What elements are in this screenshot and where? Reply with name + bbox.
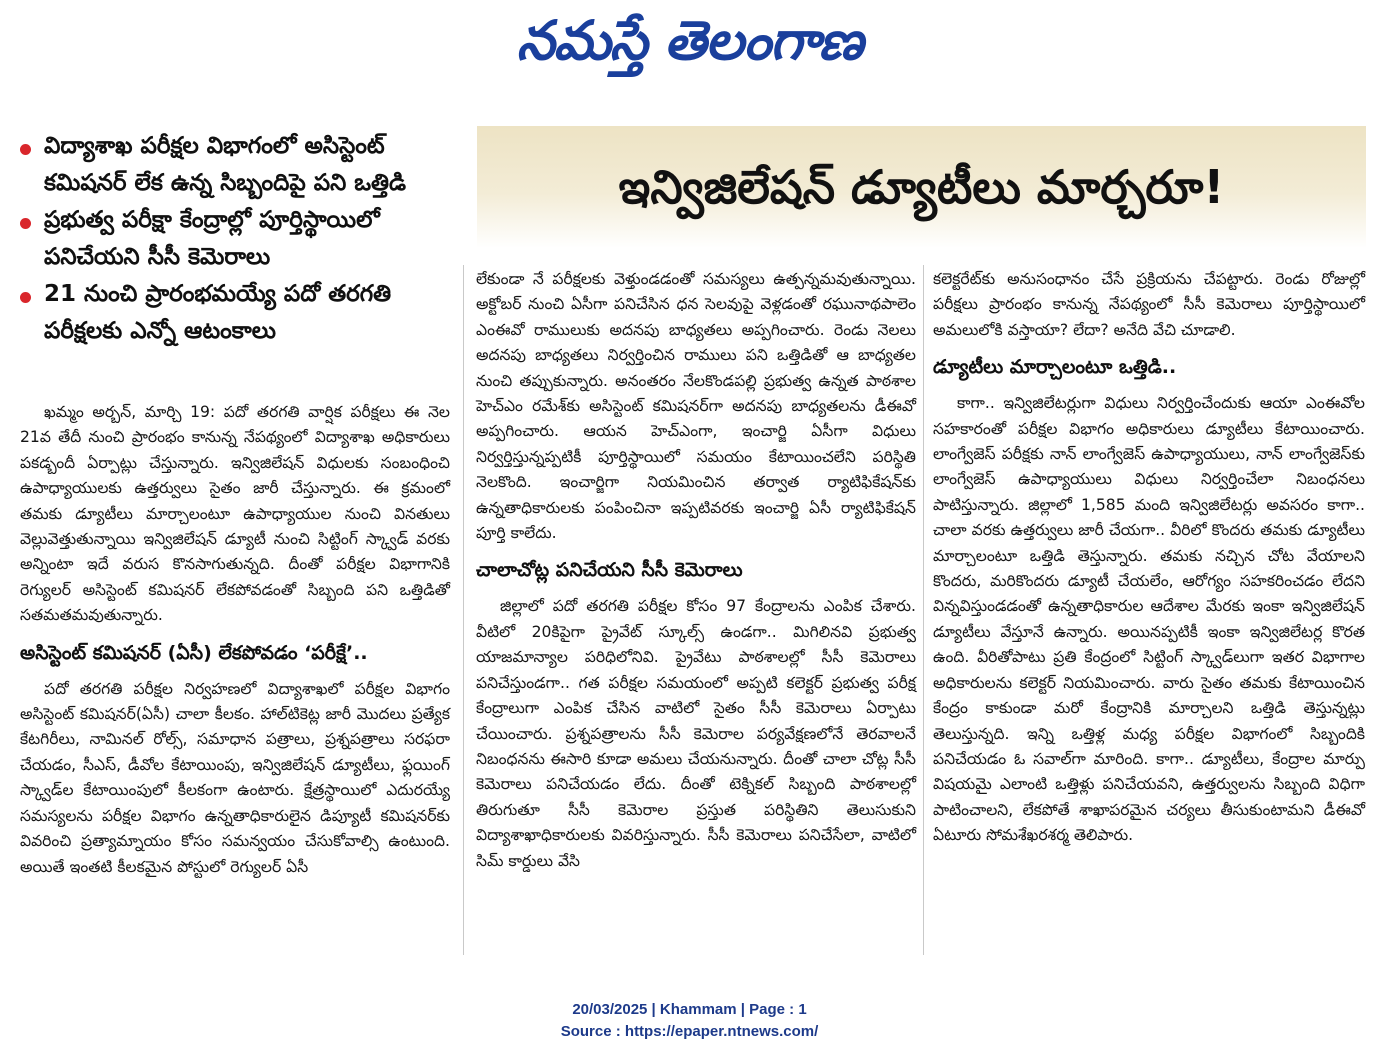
bullet-icon bbox=[20, 218, 31, 229]
bullet-icon bbox=[20, 292, 31, 303]
article-paragraph: పదో తరగతి పరీక్షల నిర్వహణలో విద్యాశాఖలో పరీక్షల విభాగం అసిస్టెంట్ కమిషనర్(ఏసీ) చాలా కీలకం. హాల్‌టికెట్ల జారీ మొదలు ప్రత్యేక కేటగిరీలు, నామినల్ రోల్స్, సమాధాన పత్రాలు, ప్రశ్నపత్రాలు సరఫరా చేయడం, సీఎస్, డీవోల కేటాయింపు, ఇన్విజిలేషన్ డ్యూటీలు, ఫ్లయింగ్ స్క్వాడ్‌ల కేటాయింపులో కీలకంగా ఉంటారు. క్షేత్రస్థాయిలో ఎదురయ్యే సమస్యలను పరీక్షల విభాగం ఉన్నతాధికారులైన డిప్యూటీ కమిషనర్‌కు వివరించి ప్రత్యామ్నాయం కోసం సమన్వయం చేసుకోవాల్సి ఉంటుంది. అయితే ఇంతటి కీలకమైన పోస్టులో రెగ్యులర్ ఏసీ bbox=[20, 679, 450, 876]
highlight-item bbox=[18, 276, 458, 350]
newspaper-masthead: నమస్తే తెలంగాణ bbox=[516, 9, 863, 72]
subheading-cc-cameras: చాలాచోట్ల పనిచేయని సీసీ కెమెరాలు bbox=[476, 559, 743, 582]
article-paragraph: లేకుండా నే పరీక్షలకు వెళ్తుండడంతో సమస్యలు ఉత్పన్నమవుతున్నాయి. అక్టోబర్ నుంచి ఏసీగా పనిచేసిన ధన సెలవుపై వెళ్లడంతో రఘునాథపాలెం ఎంఈవో రాములుకు అదనపు బాధ్యతలు అప్పగించారు. రెండు నెలలు అదనపు బాధ్యతలు నిర్వర్తించిన రాములు పని ఒత్తిడితో ఆ బాధ్యతల నుంచి తప్పుకున్నారు. అనంతరం నేలకొండపల్లి ప్రభుత్వ ఉన్నత పాఠశాల హెచ్‌ఎం రమేశ్‌కు అసిస్టెంట్ కమిషనర్‌గా అదనపు బాధ్యతలను డీఈవో అప్పగించారు. ఆయన హెచ్‌ఎంగా, ఇంచార్జి ఏసీగా విధులు నిర్వర్తిస్తున్నప్పటికీ పూర్తిస్థాయిలో సమయం కేటాయించలేని పరిస్థితి నెలకొంది. ఇంచార్జిగా నియమించిన తర్వాత ర్యాటిఫికేషన్‌కు ఉన్నతాధికారులకు పంపించినా ఇప్పటివరకు ఇంచార్జి ఏసీ ర్యాటిఫికేషన్ పూర్తి కాలేదు. bbox=[476, 270, 916, 543]
article-paragraph: కలెక్టరేట్‌కు అనుసంధానం చేసే ప్రక్రియను చేపట్టారు. రెండు రోజుల్లో పరీక్షలు ప్రారంభం కానున్న నేపథ్యంలో సీసీ కెమెరాలు పూర్తిస్థాయిలో అమలులోకి వస్తాయా? లేదా? అనేది వేచి చూడాలి. bbox=[933, 270, 1365, 339]
highlight-item bbox=[18, 128, 458, 202]
highlight-text: 21 నుంచి ప్రారంభమయ్యే పదో తరగతి పరీక్షలకు ఎన్నో ఆటంకాలు bbox=[44, 281, 392, 344]
article-paragraph: ఖమ్మం అర్బన్, మార్చి 19: పదో తరగతి వార్షిక పరీక్షలు ఈ నెల 21వ తేదీ నుంచి ప్రారంభం కానున్న నేపథ్యంలో విద్యాశాఖ అధికారులు పకడ్బందీ ఏర్పాట్లు చేస్తున్నారు. ఇన్విజిలేషన్ విధులకు సంబంధించి ఉపాధ్యాయులకు ఉత్తర్వులు సైతం జారీ చేస్తున్నారు. ఈ క్రమంలో తమకు డ్యూటీలు మార్చాలంటూ ఉపాధ్యాయుల నుంచి వినతులు వెల్లువెత్తుతున్నాయి ఇన్విజిలేషన్ డ్యూటీ నుంచి సిట్టింగ్ స్క్వాడ్ వరకు అన్నింటా ఇదే వరుస కొనసాగుతున్నది. దీంతో పరీక్షల విభాగానికి రెగ్యులర్ అసిస్టెంట్ కమిషనర్ లేకపోవడంతో సిబ్బంది పని ఒత్తిడితో సతమతమవుతున్నారు. bbox=[20, 403, 450, 625]
footer-date-edition: 20/03/2025 | Khammam | Page : 1 bbox=[572, 1001, 807, 1018]
highlights-list bbox=[18, 128, 458, 350]
subheading-assistant-commissioner: అసిస్టెంట్ కమిషనర్ (ఏసీ) లేకపోవడం ‘పరీక్షే’.. bbox=[20, 641, 368, 664]
bullet-icon bbox=[20, 144, 31, 155]
article-paragraph: జిల్లాలో పదో తరగతి పరీక్షల కోసం 97 కేంద్రాలను ఎంపిక చేశారు. వీటిలో 20కిపైగా ప్రైవేట్ స్కూల్స్ ఉండగా.. మిగిలినవి ప్రభుత్వ యాజమాన్యాల పరిధిలోనివి. ప్రైవేటు పాఠశాలల్లో సీసీ కెమెరాలు పనిచేస్తుండగా.. గత పరీక్షల సమయంలో అప్పటి కలెక్టర్ ప్రభుత్వ పరీక్ష కేంద్రాలుగా ఎంపిక చేసిన వాటిలో సైతం సీసీ కెమెరాలు ఏర్పాటు చేయించారు. ప్రశ్నపత్రాలను సీసీ కెమెరాల పర్యవేక్షణలోనే తెరవాలనే నిబంధనను ఈసారి కూడా అమలు చేయనున్నారు. దీంతో చాలా చోట్ల సీసీ కెమెరాలు పనిచేయడం లేదు. దీంతో టెక్నికల్ సిబ్బంది పాఠశాలల్లో తిరుగుతూ సీసీ కెమెరాల ప్రస్తుత పరిస్థితిని తెలుసుకుని విద్యాశాఖాధికారులకు వివరిస్తున్నారు. సీసీ కెమెరాలు పనిచేసేలా, వాటిలో సిమ్ కార్డులు వేసి bbox=[476, 597, 916, 870]
article-column-1 bbox=[20, 400, 450, 880]
column-divider bbox=[463, 265, 464, 955]
article-headline: ఇన్విజిలేషన్ డ్యూటీలు మార్చరూ! bbox=[618, 160, 1225, 214]
article-paragraph: కాగా.. ఇన్విజిలేటర్లుగా విధులు నిర్వర్తించేందుకు ఆయా ఎంఈవోల సహకారంతో పరీక్షల విభాగం అధికారులు డ్యూటీలు కేటాయించారు. లాంగ్వేజెస్ పరీక్షకు నాన్ లాంగ్వేజెస్ ఉపాధ్యాయులు, నాన్ లాంగ్వేజెస్‌కు లాంగ్వేజెస్ ఉపాధ్యాయులు విధులు నిర్వర్తించేలా నిబంధనలు పాటిస్తున్నారు. జిల్లాలో 1,585 మంది ఇన్విజిలేటర్లు అవసరం కాగా.. చాలా వరకు ఉత్తర్వులు జారీ చేయగా.. వీరిలో కొందరు తమకు డ్యూటీలు మార్చాలంటూ ఒత్తిడి తెస్తున్నారు. తమకు నచ్చిన చోట వేయాలని కొందరు, మరికొందరు డ్యూటీ చేయలేం, ఆరోగ్యం సహకరించడం లేదని విన్నవిస్తుండడంతో ఉన్నతాధికారుల ఆదేశాల మేరకు ఇంకా ఇన్విజిలేషన్ డ్యూటీలు వేస్తూనే ఉన్నారు. అయినప్పటికీ ఇంకా ఇన్విజిలేటర్ల కొరత ఉంది. వీరితోపాటు ప్రతి కేంద్రంలో సిట్టింగ్ స్క్వాడ్‌లుగా ఇతర విభాగాల అధికారులను కలెక్టర్ నియమించారు. వారు సైతం తమకు కేటాయించిన కేంద్రం కాకుండా మరో కేంద్రానికి మార్చాలని ఒత్తిడి తెస్తున్నట్లు తెలుస్తున్నది. ఇన్ని ఒత్తిళ్ల మధ్య పరీక్షల విభాగంలో సిబ్బందికి పనిచేయడం ఓ సవాల్‌గా మారింది. కాగా.. డ్యూటీలు, కేంద్రాల మార్పు విషయమై ఎలాంటి ఒత్తిళ్లు పనిచేయవని, ఉత్తర్వులను సిబ్బంది విధిగా పాటించాలని, లేకపోతే శాఖాపరమైన చర్యలు తీసుకుంటామని డీఈవో ఏటూరు సోమశేఖరశర్మ తెలిపారు. bbox=[933, 394, 1365, 845]
article-column-3 bbox=[933, 267, 1365, 849]
article-column-2 bbox=[476, 267, 916, 874]
footer-source-link[interactable]: Source : https://epaper.ntnews.com/ bbox=[560, 1023, 819, 1040]
highlight-text: ప్రభుత్వ పరీక్షా కేంద్రాల్లో పూర్తిస్థాయిలో పనిచేయని సీసీ కెమెరాలు bbox=[44, 207, 380, 270]
highlight-text: విద్యాశాఖ పరీక్షల విభాగంలో అసిస్టెంట్ కమిషనర్ లేక ఉన్న సిబ్బందిపై పని ఒత్తిడి bbox=[44, 133, 407, 196]
column-divider bbox=[923, 265, 924, 955]
subheading-duty-pressure: డ్యూటీలు మార్చాలంటూ ఒత్తిడి.. bbox=[933, 356, 1177, 379]
highlight-item bbox=[18, 202, 458, 276]
